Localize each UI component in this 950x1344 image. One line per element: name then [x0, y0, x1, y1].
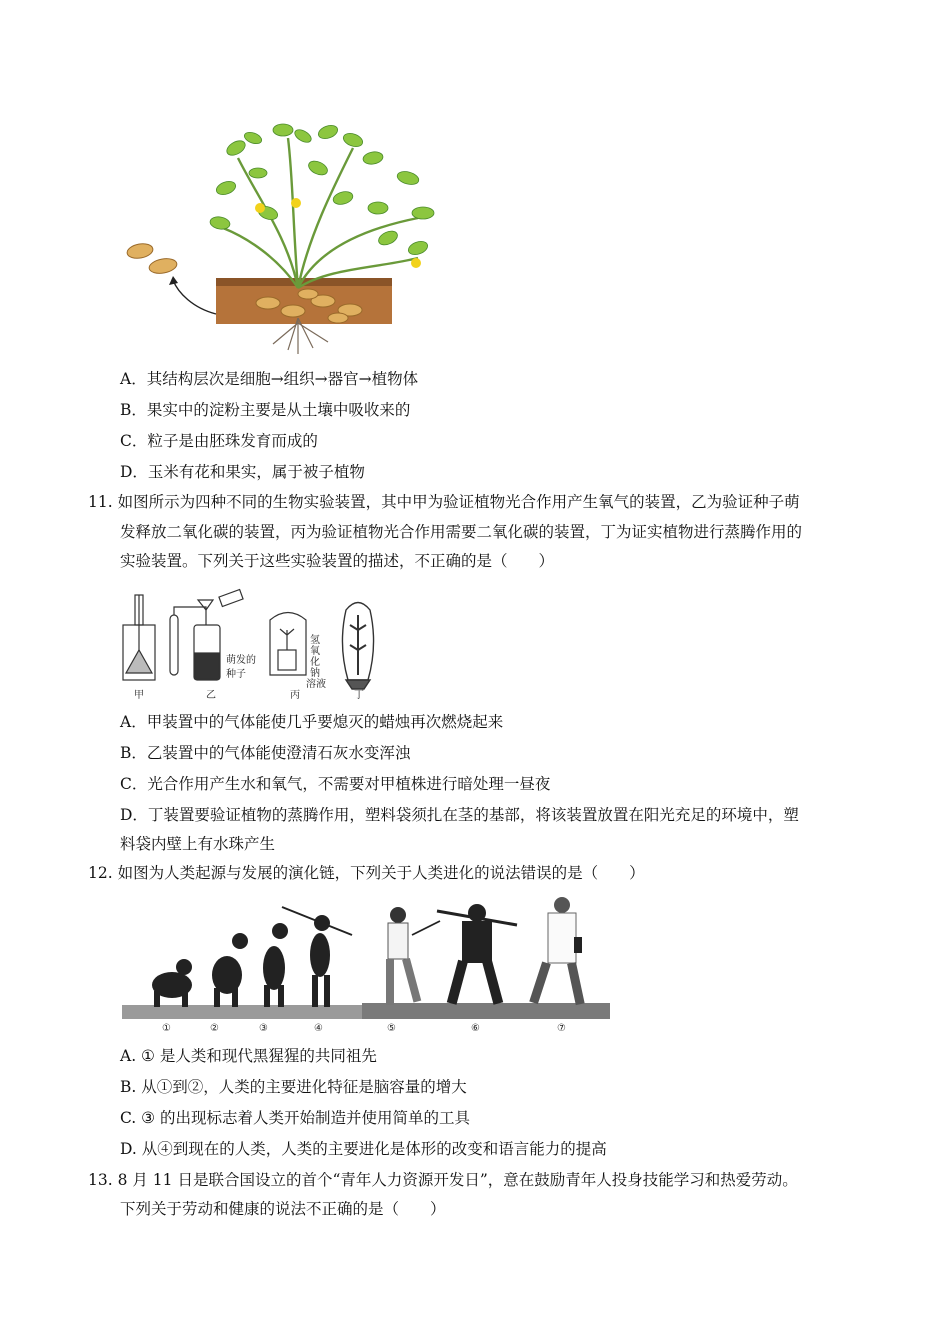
q10-option-a: A．其结构层次是细胞→组织→器官→植物体: [120, 370, 419, 388]
apparatus-ding: [342, 603, 373, 690]
q11-option-d-line1: D．丁装置要验证植物的蒸腾作用，塑料袋须扎在茎的基部，将该装置放置在阳光充足的环境中，塑: [120, 806, 799, 824]
label-ding: 丁: [354, 690, 364, 701]
q11-option-a: A．甲装置中的气体能使几乎要熄灭的蜡烛再次燃烧起来: [120, 713, 504, 731]
label-naoh-1: 氢: [310, 635, 320, 646]
label-naoh-2: 氧: [310, 646, 320, 657]
harvested-peanuts: [126, 242, 178, 275]
q12-option-a: A. ① 是人类和现代黑猩猩的共同祖先: [120, 1047, 377, 1065]
figures: [152, 915, 330, 1007]
arrow: [173, 280, 216, 314]
q12-option-c: C. ③ 的出现标志着人类开始制造并使用简单的工具: [120, 1109, 470, 1127]
q11-stem-line3: 实验装置。下列关于这些实验装置的描述，不正确的是（ ）: [120, 552, 555, 570]
peanut-plant-figure: [118, 118, 448, 358]
q11-option-c: C．光合作用产生水和氧气，不需要对甲植株进行暗处理一昼夜: [120, 775, 551, 793]
label-naoh-5: 溶液: [306, 679, 326, 690]
label-jia: 甲: [134, 690, 144, 701]
evolution-number-6: ⑥: [471, 1023, 480, 1034]
apparatus-bing: [270, 613, 306, 676]
q12-evolution-figure: [122, 893, 612, 1035]
label-bing: 丙: [290, 690, 300, 701]
stems: [223, 138, 418, 288]
q10-option-d: D．玉米有花和果实，属于被子植物: [120, 463, 365, 481]
q10-option-c: C．粒子是由胚珠发育而成的: [120, 432, 318, 450]
evolution-number-5: ⑤: [387, 1023, 396, 1034]
label-naoh-4: 钠: [310, 668, 320, 679]
evolution-number-7: ⑦: [557, 1023, 566, 1034]
label-naoh-3: 化: [310, 657, 320, 668]
q11-apparatus-figure: [118, 585, 398, 705]
apparatus-yi: [170, 590, 243, 680]
evolution-number-4: ④: [314, 1023, 323, 1034]
q13-stem-line2: 下列关于劳动和健康的说法不正确的是（ ）: [120, 1200, 446, 1218]
evolution-number-1: ①: [162, 1023, 171, 1034]
apparatus-jia: [123, 595, 155, 680]
evolution-number-3: ③: [259, 1023, 268, 1034]
evolution-number-2: ②: [210, 1023, 219, 1034]
label-yi: 乙: [206, 690, 216, 701]
label-seed-1: 萌发的: [226, 655, 256, 666]
q10-option-b: B．果实中的淀粉主要是从土壤中吸收来的: [120, 401, 411, 419]
figure-7: [529, 897, 584, 1005]
q11-option-d-line2: 料袋内壁上有水珠产生: [120, 835, 276, 853]
label-seed-2: 种子: [226, 669, 246, 680]
q11-option-b: B．乙装置中的气体能使澄清石灰水变浑浊: [120, 744, 411, 762]
q12-stem: 12. 如图为人类起源与发展的演化链，下列关于人类进化的说法错误的是（ ）: [88, 864, 645, 882]
q13-stem-line1: 13. 8 月 11 日是联合国设立的首个“青年人力资源开发日”，意在鼓励青年人投身技能学习和热爱劳动。: [88, 1171, 798, 1189]
q12-option-b: B. 从①到②，人类的主要进化特征是脑容量的增大: [120, 1078, 467, 1096]
q12-option-d: D. 从④到现在的人类，人类的主要进化是体形的改变和语言能力的提高: [120, 1140, 607, 1158]
q11-stem-line2: 发释放二氧化碳的装置，丙为验证植物光合作用需要二氧化碳的装置，丁为证实植物进行蒸腾作用的: [120, 523, 803, 541]
figure-5: [386, 907, 421, 1005]
q11-stem-line1: 11. 如图所示为四种不同的生物实验装置，其中甲为验证植物光合作用产生氧气的装置，乙为验证种子萌: [88, 493, 800, 511]
